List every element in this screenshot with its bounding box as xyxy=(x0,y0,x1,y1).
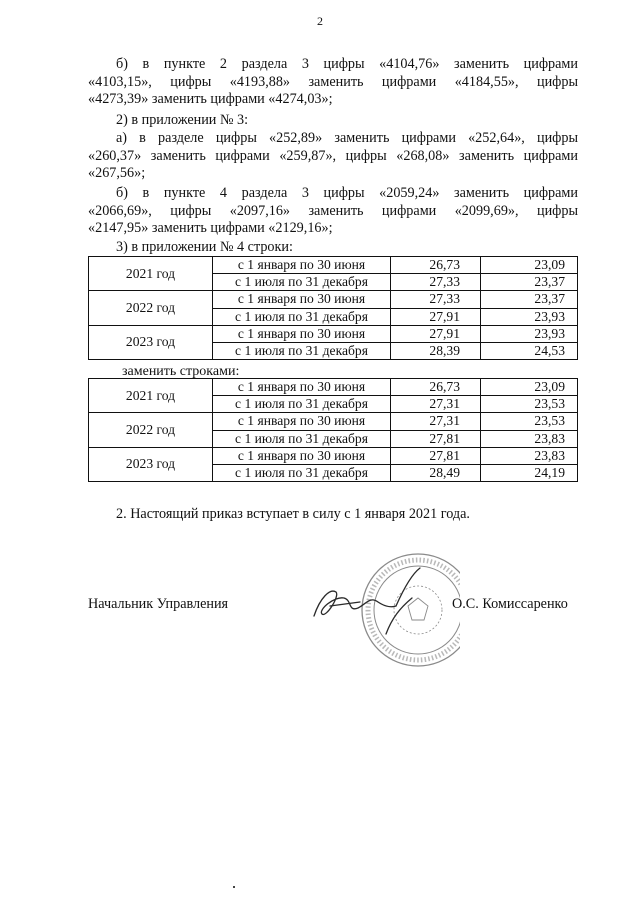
table-row xyxy=(89,291,578,308)
paragraph-3: 3) в приложении № 4 строки: xyxy=(116,239,293,255)
value-cell: 23,53 xyxy=(481,413,578,430)
value-cell: 23,83 xyxy=(481,430,578,447)
page-number: 2 xyxy=(317,14,323,28)
paragraph-1b xyxy=(88,56,578,109)
value-cell: 27,81 xyxy=(391,430,481,447)
rates-table-new xyxy=(88,378,578,482)
value-cell: 23,93 xyxy=(481,308,578,325)
table-row xyxy=(89,447,578,464)
value-cell: 26,73 xyxy=(391,379,481,396)
period-cell: с 1 января по 30 июня xyxy=(213,379,391,396)
period-cell: с 1 июля по 31 декабря xyxy=(213,342,391,359)
value-cell: 23,09 xyxy=(481,257,578,274)
text-line: «267,56»; xyxy=(88,165,146,181)
value-cell: 27,33 xyxy=(391,291,481,308)
year-cell: 2022 год xyxy=(89,291,213,325)
table-row xyxy=(89,413,578,430)
period-cell: с 1 января по 30 июня xyxy=(213,257,391,274)
text-line: «2147,95» заменить цифрами «2129,16»; xyxy=(88,220,333,236)
text-line: «2066,69», цифры «2097,16» заменить цифрами «2099,69», цифры xyxy=(88,202,578,219)
value-cell: 23,09 xyxy=(481,379,578,396)
period-cell: с 1 июля по 31 декабря xyxy=(213,464,391,481)
value-cell: 23,83 xyxy=(481,447,578,464)
value-cell: 28,49 xyxy=(391,464,481,481)
signatory-name: О.С. Комиссаренко xyxy=(452,596,568,612)
value-cell: 27,91 xyxy=(391,308,481,325)
value-cell: 27,91 xyxy=(391,325,481,342)
official-stamp xyxy=(300,548,460,668)
scan-speck xyxy=(233,886,235,888)
period-cell: с 1 января по 30 июня xyxy=(213,447,391,464)
value-cell: 23,93 xyxy=(481,325,578,342)
period-cell: с 1 июля по 31 декабря xyxy=(213,430,391,447)
period-cell: с 1 января по 30 июня xyxy=(213,291,391,308)
year-cell: 2021 год xyxy=(89,379,213,413)
text-line: б) в пункте 2 раздела 3 цифры «4104,76» заменить цифрами xyxy=(116,56,578,72)
year-cell: 2021 год xyxy=(89,257,213,291)
value-cell: 24,53 xyxy=(481,342,578,359)
value-cell: 23,37 xyxy=(481,274,578,291)
paragraph-2b xyxy=(88,185,578,238)
paragraph-2: 2) в приложении № 3: xyxy=(116,112,249,128)
value-cell: 27,31 xyxy=(391,396,481,413)
year-cell: 2022 год xyxy=(89,413,213,447)
text-line: «4103,15», цифры «4193,88» заменить цифрами «4184,55», цифры xyxy=(88,73,578,90)
period-cell: с 1 июля по 31 декабря xyxy=(213,274,391,291)
text-line: «260,37» заменить цифрами «259,87», цифры «268,08» заменить цифрами xyxy=(88,147,578,164)
handwritten-signature xyxy=(314,568,420,634)
value-cell: 26,73 xyxy=(391,257,481,274)
value-cell: 24,19 xyxy=(481,464,578,481)
paragraph-2a xyxy=(88,130,578,183)
effective-clause: 2. Настоящий приказ вступает в силу с 1 января 2021 года. xyxy=(116,506,470,522)
period-cell: с 1 июля по 31 декабря xyxy=(213,396,391,413)
table-row xyxy=(89,325,578,342)
period-cell: с 1 января по 30 июня xyxy=(213,413,391,430)
value-cell: 23,37 xyxy=(481,291,578,308)
value-cell: 23,53 xyxy=(481,396,578,413)
value-cell: 27,81 xyxy=(391,447,481,464)
period-cell: с 1 января по 30 июня xyxy=(213,325,391,342)
text-line: а) в разделе цифры «252,89» заменить цифрами «252,64», цифры xyxy=(116,130,578,146)
table-row xyxy=(89,379,578,396)
text-line: «4273,39» заменить цифрами «4274,03»; xyxy=(88,91,333,107)
period-cell: с 1 июля по 31 декабря xyxy=(213,308,391,325)
value-cell: 27,31 xyxy=(391,413,481,430)
replace-label: заменить строками: xyxy=(122,364,240,379)
value-cell: 27,33 xyxy=(391,274,481,291)
rates-table-old xyxy=(88,256,578,360)
year-cell: 2023 год xyxy=(89,447,213,481)
value-cell: 28,39 xyxy=(391,342,481,359)
signatory-title: Начальник Управления xyxy=(88,596,229,612)
table-row xyxy=(89,257,578,274)
text-line: б) в пункте 4 раздела 3 цифры «2059,24» заменить цифрами xyxy=(116,185,578,201)
year-cell: 2023 год xyxy=(89,325,213,359)
